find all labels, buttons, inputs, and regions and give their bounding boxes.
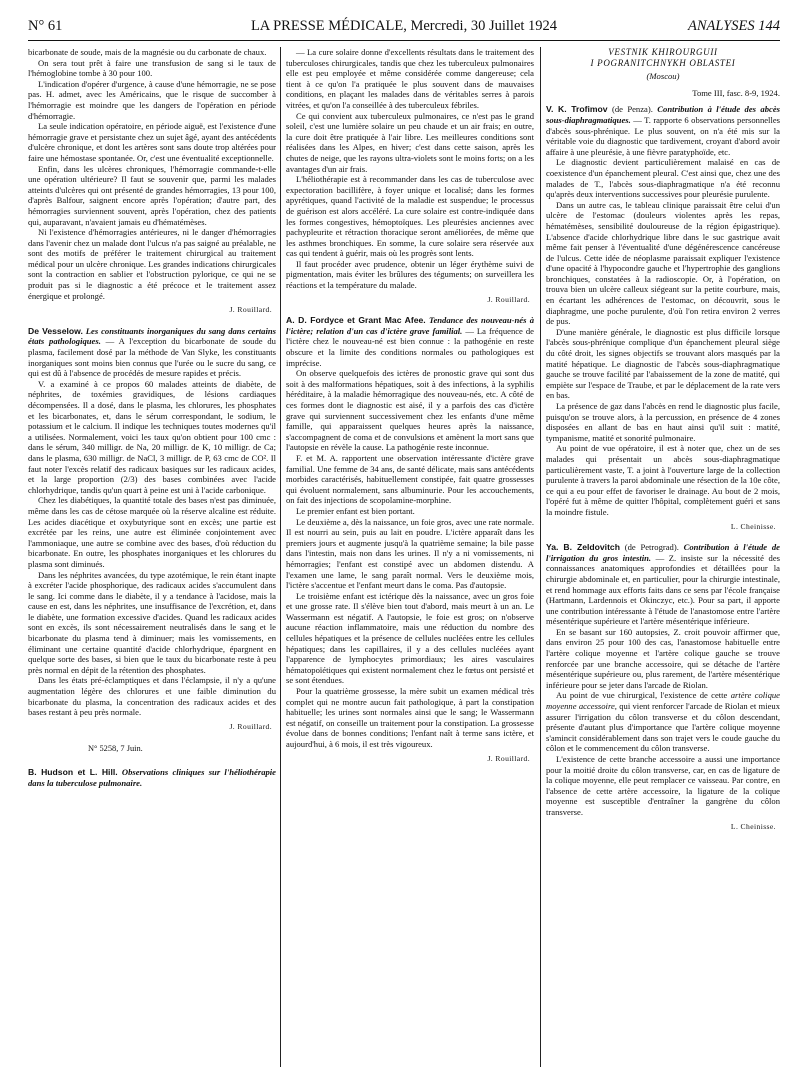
section-and-page	[688, 18, 780, 35]
paragraph: Le premier enfant est bien portant.	[296, 505, 415, 516]
issue-date: Mercredi, 30 Juillet 1924	[410, 18, 558, 34]
column-middle	[286, 47, 534, 1072]
journal-title: VESTNIK KHIROURGUII	[608, 47, 718, 57]
paragraph: L'héliothérapie est à recommander dans les cas de tuberculose avec expectoration bacillifère, à foyer unique et localisé; dans les formes apyrétiques, quand l'activité de la maladie est suspendue; le processus de guérison est alors accéléré. La cure solaire est contre-indiquée dans les formes congestives, hémoptoïques. Les pleurésies anciennes avec pachypleurite et rétraction thoracique seront améliorées, de même que les asthmes bronchiques. En somme, la cure solaire sera réservée aux cas qui tendent à guérir, mais où les progrès sont lents.	[286, 174, 534, 259]
article-title: Observations cliniques sur l'héliothérapie dans la tuberculose pulmonaire.	[28, 767, 276, 788]
signature: J. Rouillard.	[487, 753, 530, 763]
paragraph: Chez les diabétiques, la quantité totale des bases n'est pas diminuée, même dans les cas de cétose marquée où la réserve alcaline est réduite. Les acides diacétique et oxybutyrique sont en excès; une partie est excrétée par les reins, une autre est éliminée conjointement avec l'ammoniaque, une autre se combine avec des bases, d'où réduction du bicarbonate. En outre, les phosphates inorganiques et les chlorures du plasma sont diminués.	[28, 495, 276, 569]
paragraph: Enfin, dans les ulcères chroniques, l'hémorragie commande-t-elle une opération ultérieure? Il faut se souvenir que, parmi les malades atteints d'ulcères qui ont présenté de grandes hémorragies, 13 pour 100, d'après Balfour, saignent encore après l'opération; d'autre part, des hémorragies surviennent souvent, après l'opération, chez des patients qui, auparavant, n'avaient jamais eu d'hématémèses.	[28, 163, 276, 227]
column-divider	[280, 47, 281, 1067]
article-title: Tendance des nouveau-nés à l'ictère; relation d'un cas d'ictère grave familial.	[286, 315, 534, 336]
paragraph: En se basant sur 160 autopsies, Z. croit pouvoir affirmer que, dans environ 25 pour 100 des cas, l'anastomose habituelle entre l'artère colique moyenne et l'artère colique gauche se trouve renforcée par une branche accessoire, qui se détache de l'artère mésentérique supérieure ou, plus rarement, de l'artère mésentérique inférieure pour se jeter dans l'arcade de Riolan.	[546, 626, 780, 690]
abstract-heading	[546, 104, 780, 157]
article-author: V. K. Trofimov	[546, 104, 608, 115]
paragraph: — La cure solaire donne d'excellents résultats dans le traitement des tuberculoses chirurgicales, tandis que chez les tuberculeux pulmonaires elle est peu employée et même considérée comme dangereuse; cela tient à ce qu'on l'a pratiquée le plus souvent dans de mauvaises conditions, en plaçant les malades dans de véritables serres à parois vitrées, et qu'on l'a conseillée à des tuberculeux fébriles.	[286, 47, 534, 110]
paragraph: Dans les néphrites avancées, du type azotémique, le rein étant inapte à excréter l'acide phosphorique, des radicaux acides s'accumulent dans le sang. Ici comme dans le diabète, il y a tendance à l'acidose, mais la cause en est, dans les néphrites, une insuffisance de l'excrétion, et, dans le diabète, une formation excessive d'acides. Quand les radicaux acides sont en excès, ils sont nécessairement neutralisés dans le sang et le bicarbonate du plasma tend à diminuer; mais les vomissements, en éliminant une certaine quantité d'acide chlorhydrique, épargnent en quelque sorte des bases, si bien que le taux du bicarbonate reste à peu près normal en dépit de la rétention des phosphates.	[28, 569, 276, 675]
article-title: Contribution à l'étude des abcès sous-diaphragmatiques.	[546, 104, 780, 125]
journal-city: (Moscou)	[646, 71, 680, 82]
section-name: ANALYSES	[688, 18, 755, 34]
abstract-heading	[546, 542, 780, 627]
journal-title: I POGRANITCHNYKH OBLASTEI	[590, 57, 736, 68]
header-rule	[28, 40, 780, 41]
column-divider	[540, 47, 541, 1067]
abstract-heading	[28, 767, 276, 788]
abstract-heading	[286, 315, 534, 368]
column-right	[546, 47, 780, 1072]
paragraph: Le diagnostic devient particulièrement malaisé en cas de coexistence d'un épanchement pleural. C'est ainsi que, chez une des malades de T., l'abcès sous-diaphragmatique n'a été reconnu qu'après deux interventions successives pour pleurésie purulente.	[546, 157, 780, 200]
paragraph: — T. rapporte 6 observations personnelles d'abcès sous-phrénique. Le plus souvent, on n'a été mis sur la véritable voie du diagnostic que tardivement, croyant d'abord avoir affaire à une pleurésie, à une fièvre paratyphoïde, etc.	[546, 114, 780, 157]
signature: J. Rouillard.	[487, 294, 530, 304]
paragraph: bicarbonate de soude, mais de la magnésie ou du carbonate de chaux.	[28, 47, 267, 57]
paragraph: Ce qui convient aux tuberculeux pulmonaires, ce n'est pas le grand soleil, c'est une lumière solaire un peu chaude et un air frais; en outre, la cure doit être pratiquée à l'air libre. Les meilleures conditions sont réalisées dans les Alpes, en hiver; c'est dans cette saison, après les chutes de neige, que les rayons ultra-violets sont le moins forts; on a les avantages d'un air frais.	[286, 110, 534, 174]
paragraph: La seule indication opératoire, en période aiguë, est l'existence d'une hémorragie grave et persistante chez un sujet âgé, ayant des antécédents d'ulcère chronique, et dont les artères sont sans doute trop altérées pour faire une hémostase spontanée. Or, c'est une éventualité exceptionnelle.	[28, 121, 276, 163]
paragraph: On observe quelquefois des ictères de pronostic grave qui sont dus soit à des malformations hépatiques, soit à des infections, à la syphilis héréditaire, à la maladie hémorragique des nouveau-nés, etc. A côté de ces formes dont le diagnostic est aisé, il y a parfois des cas d'ictère grave qui surviennent successivement chez les enfants d'une même famille, qui apparaissent quelques heures après la naissance, s'accompagnent de coma et de convulsions et amènent la mort sans que l'autopsie en révèle la cause. La pathogénie reste inconnue.	[286, 368, 534, 453]
abstract-heading	[28, 326, 276, 379]
paragraph: On sera tout prêt à faire une transfusion de sang si le taux de l'hémoglobine tombe à 30 pour 100.	[28, 57, 276, 79]
paragraph-text: Au point de vue chirurgical, l'existence de cette	[556, 690, 728, 701]
column-left	[28, 47, 276, 1072]
paragraph-text: , qui vient renforcer l'arcade de Riolan et mieux assurer l'irrigation du côlon transverse et du côlon descendant, présente d'autant plus d'importance que l'artère colique moyenne s'amincit considérablement dans son trajet vers le coude gauche du côlon et le commencement du côlon transverse.	[546, 701, 780, 754]
signature: J. Rouillard.	[229, 721, 272, 731]
author-city: (de Petrograd).	[624, 542, 679, 553]
page-header	[28, 18, 780, 38]
paragraph: D'une manière générale, le diagnostic est plus difficile lorsque l'abcès sous-phrénique complique d'un épanchement pleural siège du côté droit, les signes objectifs se trouvant alors masqués par la matité hépatique. Le diagnostic de l'abcès sous-diaphragmatique gauche se trouve facilité par l'abaissement de la zone de matité, qui empiète sur l'espace de Traube, et par le déplacement de la rate vers en bas.	[546, 326, 780, 401]
paragraph: Il faut procéder avec prudence, obtenir un léger érythème suivi de pigmentation, mais éviter les brûlures des téguments; on surveillera les réactions et la température du malade.	[286, 258, 534, 291]
page-number: 144	[758, 18, 780, 34]
paragraph: Dans les états pré-éclamptiques et dans l'éclampsie, il n'y a qu'une augmentation légère des chlorures et une faible diminution du bicarbonate du plasma, la concentration des radicaux acides et des bases restant à peu près normale.	[28, 675, 276, 718]
article-author: Ya. B. Zeldovitch	[546, 542, 620, 553]
paragraph: — A l'exception du bicarbonate de soude du plasma, facilement dosé par la méthode de Van Slyke, les constituants inorganiques sont moins bien connus que l'urée ou le sucre du sang, ce qui est dû à l'absence de procédés de mesure rapides et précis.	[28, 336, 276, 379]
paragraph: — La fréquence de l'ictère chez le nouveau-né est bien connue : la pathogénie en reste obscure et la limite des conditions normales ou pathologiques est imprécise.	[286, 325, 534, 368]
article-title: Les constituants inorganiques du sang dans certains états pathologiques.	[28, 325, 276, 347]
journal-heading	[28, 18, 780, 35]
signature: J. Rouillard.	[229, 305, 272, 315]
paragraph: L'existence de cette branche accessoire a aussi une importance pour la moitié droite du côlon transverse, car, en cas de ligature de la colique moyenne, elle peut remplacer ce vaisseau. Par contre, en l'absence de cette artère accessoire, la ligature de la colique moyenne est susceptible d'entraîner la gangrène du côlon transverse.	[546, 754, 780, 817]
paragraph	[546, 690, 780, 754]
italic-term: artère colique moyenne accessoire	[546, 690, 780, 712]
paragraph: Pour la quatrième grossesse, la mère subit un examen médical très complet qui ne montre aucun fait pathologique, à part la constipation habituelle; les urines sont normales ainsi que le sang; le Wassermann est négatif, on conseille un traitement pour la constipation. La grossesse évolue dans de bonnes conditions; l'enfant naît à terme sans ictère, et aujourd'hui, à 6 mois, il est très vigoureux.	[286, 686, 534, 749]
journal-name: LA PRESSE MÉDICALE,	[250, 18, 407, 34]
paragraph: V. a examiné à ce propos 60 malades atteints de diabète, de néphrites, de toxémies gravidiques, de lésions cardiaques décompensées. Il a dosé, dans le plasma, les chlorures, les phosphates et les bicarbonates, et, dans le sérum correspondant, le sodium, le potassium et le calcium. Il indique les techniques toutes modernes qu'il a utilisées. Normalement, voici les taux qu'on obtient pour 100 cmc : dans le sérum, 340 milligr. de Na, 20 milligr. de K, 10 milligr. de Ca; dans le plasma, 630 milligr. de NaCl, 3 milligr. de P, 63 cmc de CO². Il faut noter l'excès relatif des radicaux basiques sur les radicaux acides, et la large proportion (2/3) des bases combinées avec l'acide chlorhydrique, tandis qu'un quart à peine est uni à l'acide carbonique.	[28, 378, 276, 495]
article-author: De Vesselow.	[28, 325, 83, 336]
paragraph: — Z. insiste sur la nécessité des connaissances anatomiques approfondies et détaillées pour la chirurgie abdominale et, en particulier, pour la chirurgie intestinale, et rend hommage aux efforts faits dans ce sens par l'école française (Hartmann, Lardennois et Okinczyc, etc.). Pour sa part, il apporte une contribution intéressante à l'étude de l'anastomose entre l'artère mésentérique supérieure et l'artère mésentérique inférieure.	[546, 552, 780, 627]
signature: L. Cheinisse.	[730, 521, 776, 531]
article-author: A. D. Fordyce et Grant Mac Afee.	[286, 315, 426, 326]
article-title: Contribution à l'étude de l'irrigation du gros intestin.	[546, 542, 780, 563]
paragraph: L'indication d'opérer d'urgence, à cause d'une hémorragie, ne se pose pas. H. admet, avec les Américains, que le risque de succomber à l'hémorragie est moindre que les dangers de l'opération en période d'hémorragie.	[28, 78, 276, 121]
paragraph: Dans un autre cas, le tableau clinique paraissait être celui d'un ulcère de l'estomac (douleurs violentes après les repas, hématémèses, sensibilité douloureuse de la région épigastrique). L'absence d'acide chlorhydrique libre dans le suc gastrique avait même fait penser à l'éventualité d'une dégénérescence cancéreuse de l'ulcus. Cette idée de néoplasme paraissait expliquer l'existence d'une opacité à l'hypocondre gauche et l'hypertrophie des ganglions bronchiques, constatées à la radioscopie. Or, à l'opération, on trouva bien un ulcère calleux siégeant sur la petite courbure, mais, en écartant les adhérences de l'estomac, on découvrit, sous le diaphragme, une poche purulente, d'où l'on retira environ 2 verres de pus.	[546, 199, 780, 327]
article-author: B. Hudson et L. Hill.	[28, 767, 118, 777]
paragraph: Le deuxième a, dès la naissance, un foie gros, avec une rate normale. Il est nourri au sein, puis au lait en poudre. L'ictère apparaît dans les premiers jours et augmente jusqu'à la quatrième semaine; la bile passe dans l'intestin, mais non dans les urines. Il n'y a ni vomissements, ni hémorragies; l'enfant est constipé avec un abdomen distendu. A l'examen une lame, le sang paraît normal. Vers le deuxième mois, l'ictère s'accentue et l'enfant meurt dans le coma. Pas d'autopsie.	[286, 516, 534, 591]
paragraph: Le troisième enfant est ictérique dès la naissance, avec un gros foie et une grosse rate. Il s'élève bien tout d'abord, mais meurt à un an. Le Wassermann est négatif. A l'autopsie, le foie est gros; on n'observe aucune réaction inflammatoire, mais une réduction du nombre des cellules hépatiques et la présence de cellules nucléées entre les cellules hépatiques; dans les capillaires, il y a des cellules nucléées ayant l'apparence de lymphocytes primordiaux; les aires vasculaires hématopoïétiques qui existent normalement chez le fœtus ont persisté et se sont étendues.	[286, 590, 534, 686]
issue-number: N° 61	[28, 18, 63, 34]
paragraph: F. et M. A. rapportent une observation intéressante d'ictère grave familial. Une femme de 34 ans, de santé délicate, mais sans antécédents morbides caractérisés, habituellement constipée, fait quatre grossesses qui évoluent normalement, sans albuminurie. Pour les accouchements, on fait des injections de scopolamine-morphine.	[286, 452, 534, 506]
paragraph: La présence de gaz dans l'abcès en rend le diagnostic plus facile, puisqu'on se trouve alors, à la percussion, en présence de 4 zones disposées en allant de bas en haut ainsi qu'il suit : matité, tympanisme, matité et sonorité pulmonaire.	[546, 401, 780, 443]
paragraph: Ni l'existence d'hémorragies antérieures, ni le danger d'hémorragies dans l'avenir chez un malade dont l'ulcus n'a pas saigné au préalable, ne sont des motifs de préférer le traitement chirurgical au traitement médical pour un ulcère chronique. Les grandes indications chirurgicales sont la contraction en sablier et l'obstruction pylorique, ce qui ne se produit pas si le diagnostic a été précoce et le traitement assez énergique et prolongé.	[28, 227, 276, 301]
signature: L. Cheinisse.	[730, 821, 776, 831]
journal-volume: Tome III, fasc. 8-9, 1924.	[692, 87, 780, 98]
issue-note: N° 5258, 7 Juin.	[88, 744, 143, 754]
author-city: (de Penza).	[611, 104, 653, 115]
paragraph: Au point de vue opératoire, il est à noter que, chez un de ses malades qui présentait un abcès sous-diaphragmatique particulièrement vaste, T. a joint à l'ouverture large de la collection purulente à travers la paroi abdominale une résection de la 10e côte, ce qui a eu pour effet de favoriser le drainage. Au bout de 2 mois, l'opéré fut à même de quitter l'hôpital, complètement guéri et sans la moindre fistule.	[546, 443, 780, 517]
